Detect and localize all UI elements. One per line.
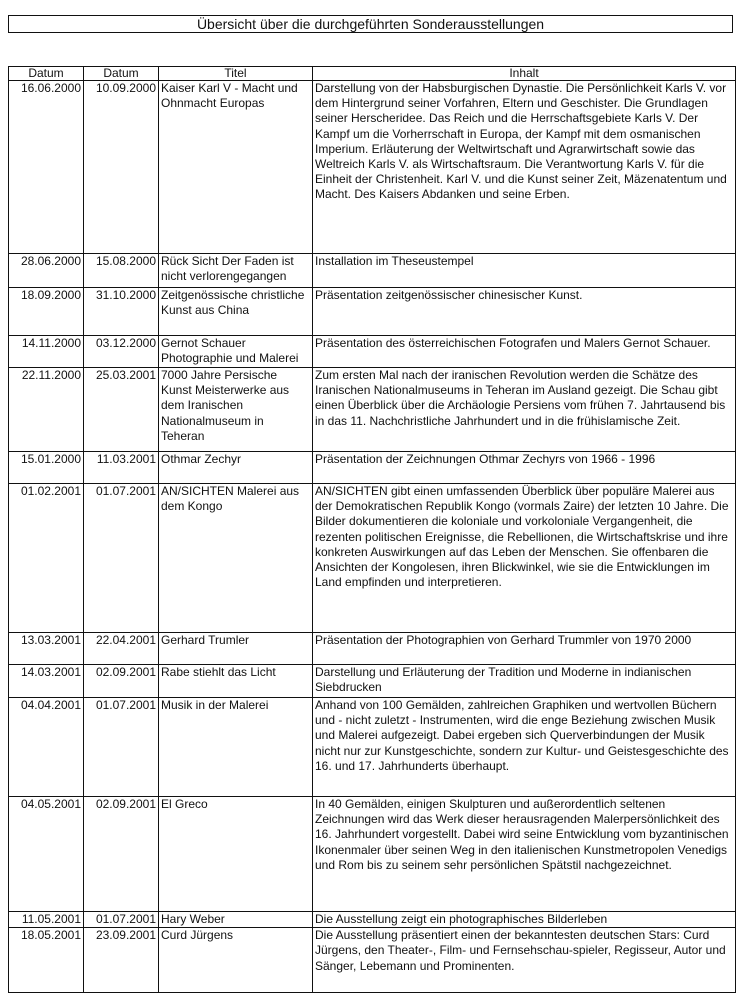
end-date-cell: 01.07.2001 [84, 484, 159, 633]
start-date-cell: 16.06.2000 [9, 81, 84, 254]
exhibition-title-cell: 7000 Jahre Persische Kunst Meisterwerke aus dem Iranischen Nationalmuseum in Teheran [159, 368, 313, 452]
exhibition-content-cell: Darstellung und Erläuterung der Tradition und Moderne in indianischen Siebdrucken [313, 665, 736, 698]
exhibition-content-cell: Präsentation der Photographien von Gerhard Trummler von 1970 2000 [313, 633, 736, 665]
end-date-cell: 02.09.2001 [84, 797, 159, 912]
header-start-date: Datum [9, 67, 84, 81]
table-row [9, 912, 736, 928]
start-date-cell: 18.09.2000 [9, 288, 84, 336]
start-date-cell: 13.03.2001 [9, 633, 84, 665]
table-row [9, 698, 736, 797]
header-end-date: Datum [84, 67, 159, 81]
table-row [9, 484, 736, 633]
exhibition-content-cell: AN/SICHTEN gibt einen umfassenden Überblick über populäre Malerei aus der Demokratischen Republik Kongo (vormals Zaire) der letzten 10 Jahre. Die Bilder dokumentieren die koloniale und vorkoloniale Vergangenheit, die rezenten politischen Ereignisse, die Rebellionen, die Wirtschaftskrise und ihre konkreten Auswirkungen auf das Leben der Menschen. Sie offenbaren die Ansichten der Kongolesen, ihren Blickwinkel, wie sie die Entwicklungen im Land empfinden und interpretieren. [313, 484, 736, 633]
exhibition-title-cell: El Greco [159, 797, 313, 912]
exhibition-title-cell: Hary Weber [159, 912, 313, 928]
exhibition-title-cell: Musik in der Malerei [159, 698, 313, 797]
table-row [9, 336, 736, 368]
table-row [9, 288, 736, 336]
exhibition-title-cell: Rabe stiehlt das Licht [159, 665, 313, 698]
end-date-cell: 31.10.2000 [84, 288, 159, 336]
exhibition-title-cell: Kaiser Karl V - Macht und Ohnmacht Europas [159, 81, 313, 254]
start-date-cell: 04.05.2001 [9, 797, 84, 912]
end-date-cell: 02.09.2001 [84, 665, 159, 698]
table-row [9, 797, 736, 912]
header-content: Inhalt [313, 67, 736, 81]
exhibition-title-cell: Zeitgenössische christliche Kunst aus China [159, 288, 313, 336]
exhibition-content-cell: Präsentation zeitgenössischer chinesischer Kunst. [313, 288, 736, 336]
end-date-cell: 15.08.2000 [84, 254, 159, 288]
exhibition-content-cell: In 40 Gemälden, einigen Skulpturen und außerordentlich seltenen Zeichnungen wird das Werk dieser herausragenden Malerpersönlichkeit des 16. Jahrhundert vorgestellt. Dabei wird seine Entwicklung vom byzantinischen Ikonenmaler über seinen Weg in den italienischen Kunstmetropolen Venedigs und Rom bis zu seinem sehr persönlichen Spätstil nachgezeichnet. [313, 797, 736, 912]
exhibition-content-cell: Präsentation der Zeichnungen Othmar Zechyrs von 1966 - 1996 [313, 452, 736, 484]
exhibition-title-cell: Curd Jürgens [159, 928, 313, 993]
exhibition-title-cell: Gerhard Trumler [159, 633, 313, 665]
exhibition-title-cell: Gernot Schauer Photographie und Malerei [159, 336, 313, 368]
end-date-cell: 23.09.2001 [84, 928, 159, 993]
exhibitions-table [8, 66, 736, 993]
table-row [9, 254, 736, 288]
start-date-cell: 18.05.2001 [9, 928, 84, 993]
end-date-cell: 01.07.2001 [84, 698, 159, 797]
table-row [9, 665, 736, 698]
table-row [9, 928, 736, 993]
start-date-cell: 14.03.2001 [9, 665, 84, 698]
table-row [9, 81, 736, 254]
exhibition-title-cell: Othmar Zechyr [159, 452, 313, 484]
end-date-cell: 01.07.2001 [84, 912, 159, 928]
table-row [9, 633, 736, 665]
table-row [9, 368, 736, 452]
end-date-cell: 11.03.2001 [84, 452, 159, 484]
start-date-cell: 28.06.2000 [9, 254, 84, 288]
exhibition-content-cell: Präsentation des österreichischen Fotografen und Malers Gernot Schauer. [313, 336, 736, 368]
end-date-cell: 25.03.2001 [84, 368, 159, 452]
exhibition-title-cell: Rück Sicht Der Faden ist nicht verlorengegangen [159, 254, 313, 288]
start-date-cell: 11.05.2001 [9, 912, 84, 928]
exhibition-content-cell: Zum ersten Mal nach der iranischen Revolution werden die Schätze des Iranischen Nationalmuseums in Teheran im Ausland gezeigt. Die Schau gibt einen Überblick über die Archäologie Persiens vom frühen 7. Jahrtausend bis in das 11. Nachchristliche Jahrhundert und in die frühislamische Zeit. [313, 368, 736, 452]
end-date-cell: 03.12.2000 [84, 336, 159, 368]
exhibition-content-cell: Anhand von 100 Gemälden, zahlreichen Graphiken und wertvollen Büchern und - nicht zuletzt - Instrumenten, wird die enge Beziehung zwischen Musik und Malerei aufgezeigt. Dabei ergeben sich Querverbindungen der Musik nicht nur zur Kunstgeschichte, sondern zur Kultur- und Geistesgeschichte des 16. und 17. Jahrhunderts überhaupt. [313, 698, 736, 797]
header-title: Titel [159, 67, 313, 81]
end-date-cell: 10.09.2000 [84, 81, 159, 254]
exhibition-title-cell: AN/SICHTEN Malerei aus dem Kongo [159, 484, 313, 633]
document-title: Übersicht über die durchgeführten Sonderausstellungen [8, 15, 733, 33]
exhibition-content-cell: Installation im Theseustempel [313, 254, 736, 288]
start-date-cell: 04.04.2001 [9, 698, 84, 797]
start-date-cell: 14.11.2000 [9, 336, 84, 368]
exhibition-content-cell: Die Ausstellung zeigt ein photographisches Bilderleben [313, 912, 736, 928]
start-date-cell: 22.11.2000 [9, 368, 84, 452]
start-date-cell: 15.01.2000 [9, 452, 84, 484]
table-row [9, 452, 736, 484]
end-date-cell: 22.04.2001 [84, 633, 159, 665]
exhibition-content-cell: Die Ausstellung präsentiert einen der bekanntesten deutschen Stars: Curd Jürgens, den Theater-, Film- und Fernsehschau-spieler, Regisseur, Autor und Sänger, Lebemann und Prominenten. [313, 928, 736, 993]
table-header-row [9, 67, 736, 81]
exhibition-content-cell: Darstellung von der Habsburgischen Dynastie. Die Persönlichkeit Karls V. vor dem Hintergrund seiner Vorfahren, Eltern und Geschister. Die Grundlagen seiner Herscheridee. Das Reich und die Herrschaftsgebiete Karls V. Der Kampf um die Vorherrschaft in Europa, der Kampf mit dem osmanischen Imperium. Erläuterung der Weltwirtschaft und Agrarwirtschaft sowie das Weltreich Karls V. als Wirtschaftsraum. Die Verantwortung Karls V. für die Einheit der Christenheit. Karl V. und die Kunst seiner Zeit, Mäzenatentum und Macht. Des Kaisers Abdanken und seine Erben. [313, 81, 736, 254]
start-date-cell: 01.02.2001 [9, 484, 84, 633]
